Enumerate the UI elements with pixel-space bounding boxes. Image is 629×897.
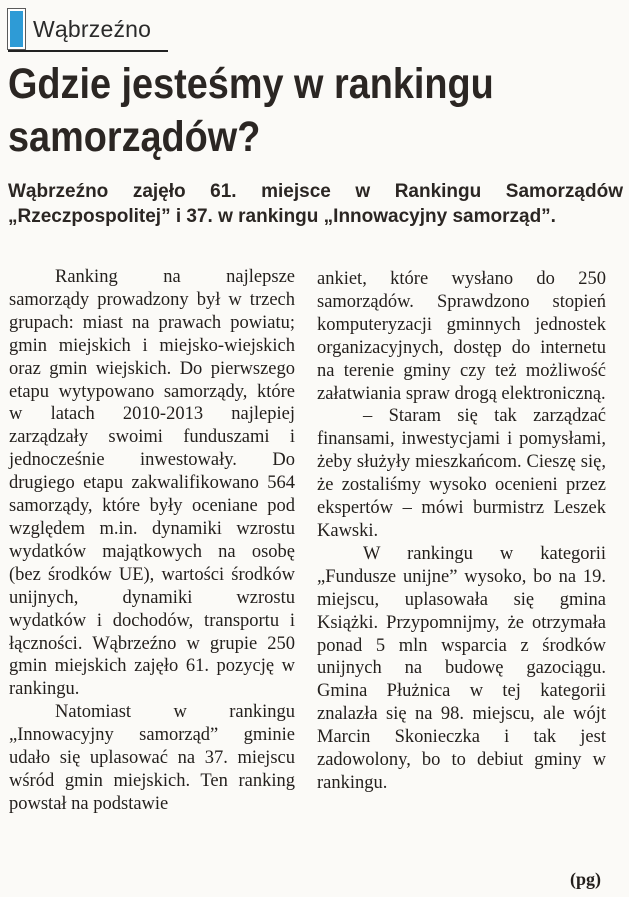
article-lead: Wąbrzeźno zajęło 61. miejsce w Rankingu Samorządów „Rzeczpospolitej” i 37. w rankingu „Innowacyjny samorząd”. bbox=[8, 181, 623, 227]
article-column-right bbox=[317, 268, 606, 795]
section-label: Wąbrzeźno bbox=[33, 15, 152, 42]
article-headline bbox=[8, 58, 606, 164]
headline-line-2: w rankingu samorządów? bbox=[8, 60, 494, 161]
section-color-bar bbox=[8, 9, 25, 49]
paragraph: ankiet, które wysłano do 250 samorządów. Sprawdzono stopień komputeryzacji gminnych jednostek organizacyjnych, dostęp do internetu na terenie gminy czy też możliwość załatwiania spraw drogą elektroniczną. bbox=[317, 269, 606, 404]
article-column-left bbox=[9, 266, 295, 816]
paragraph: Ranking na najlepsze samorządy prowadzony był w trzech grupach: miast na prawach powiatu; gmin miejskich i miejsko-wiejskich oraz gmin wiejskich. Do pierwszego etapu wytypowano samorządy, które w latach 2010-2013 najlepiej zarządzały swoimi funduszami i jednocześnie inwestowały. Do drugiego etapu zakwalifikowano 564 samorządy, które były oceniane pod względem m.in. dynamiki wzrostu wydatków majątkowych na osobę (bez środków UE), wartości środków unijnych, dynamiki wzrostu wydatków i dochodów, transportu i łączności. Wąbrzeźno w grupie 250 gmin miejskich zajęło 61. pozycję w rankingu. bbox=[9, 267, 295, 700]
paragraph: – Staram się tak zarządzać finansami, inwestycjami i pomysłami, żeby służyły mieszkańcom. Cieszę się, że zostaliśmy wysoko ocenieni przez ekspertów – mówi burmistrz Leszek Kawski. bbox=[317, 406, 606, 541]
section-tag bbox=[8, 10, 178, 48]
paragraph: W rankingu w kategorii „Fundusze unijne” wysoko, bo na 19. miejscu, uplasowała się gmina Książki. Przypomnijmy, że otrzymała ponad 5 mln wsparcia z środków unijnych na budowę gazociągu. Gmina Płużnica w tej kategorii znalazła się na 98. miejscu, ale wójt Marcin Skonieczka i tak jest zadowolony, bo to debiut gminy w rankingu. bbox=[317, 543, 606, 793]
author-credit: (pg) bbox=[570, 869, 601, 889]
paragraph: Natomiast w rankingu „Innowacyjny samorząd” gminie udało się uplasować na 37. miejscu wśród gmin miejskich. Ten ranking powstał na podstawie bbox=[9, 702, 295, 814]
headline-line-1: Gdzie jesteśmy bbox=[8, 60, 284, 108]
section-underline bbox=[8, 50, 168, 52]
